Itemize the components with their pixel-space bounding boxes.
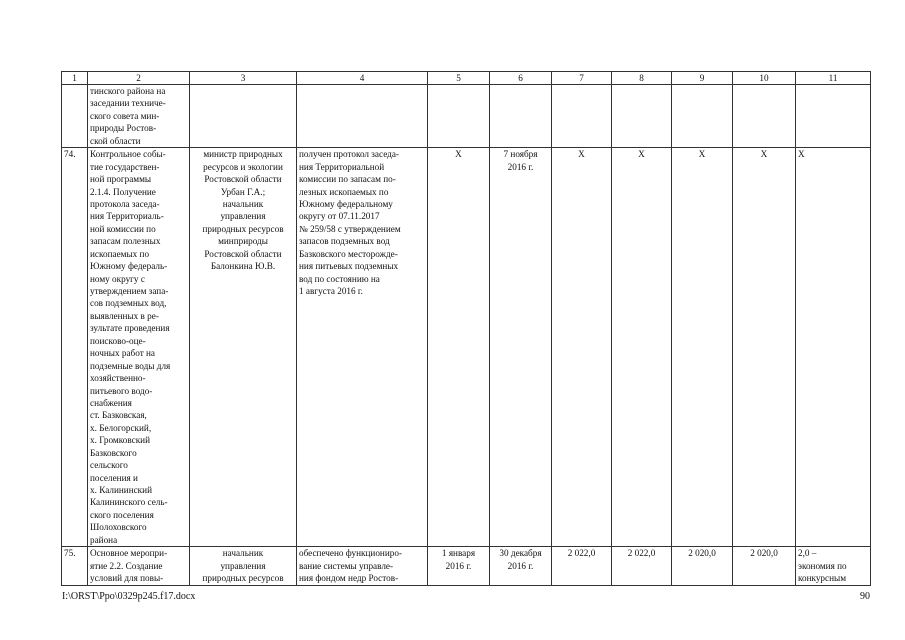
cell-line: Базковского месторожде- (299, 248, 398, 259)
cell-line: Х (578, 149, 585, 160)
table-row (62, 148, 871, 547)
cell-line: управления (220, 211, 266, 222)
cell-line: протокола заседа- (90, 198, 160, 209)
cell-line: Х (638, 149, 645, 160)
cell-line: Контрольное собы- (90, 149, 166, 160)
cell-line: х. Громковский (90, 435, 150, 446)
cell-line: природы Ростов- (90, 123, 157, 134)
table-cell-col6 (490, 85, 552, 148)
cell-line: зультате проведения (90, 323, 170, 334)
cell-line: района (90, 534, 118, 545)
header-cell: 6 (490, 72, 552, 85)
cell-line: управления (220, 560, 266, 571)
table-cell-col11 (796, 148, 871, 547)
cell-line: заседании техниче- (90, 98, 166, 109)
cell-line: хозяйственно- (90, 373, 146, 384)
header-cell: 11 (796, 72, 871, 85)
table-cell-col8 (612, 547, 672, 585)
table-cell-col10 (733, 547, 796, 585)
cell-line: минприроды (218, 236, 268, 247)
cell-line: ятие 2.2. Создание (90, 560, 163, 571)
cell-line: ния Территориаль- (90, 211, 164, 222)
table-row (62, 85, 871, 148)
header-cell: 3 (190, 72, 297, 85)
cell-line: 2016 г. (445, 560, 472, 571)
table-cell-col5 (428, 148, 490, 547)
table-cell-col3 (190, 85, 297, 148)
table-body (62, 85, 871, 586)
cell-line: Ростовской области (204, 174, 282, 185)
table-cell-col8 (612, 85, 672, 148)
cell-line: ния питьевых подземных (299, 261, 399, 272)
cell-line: министр природных (203, 149, 283, 160)
cell-line: комиссии по запасам по- (299, 174, 396, 185)
cell-line: снабжения (90, 397, 132, 408)
header-cell: 9 (672, 72, 733, 85)
table-cell-col9 (672, 148, 733, 547)
cell-line: 2016 г. (507, 161, 534, 172)
footer-file-path: I:\ORST\Ppo\0329p245.f17.docx (62, 591, 196, 602)
cell-line: 2 020,0 (688, 548, 716, 559)
cell-line: 2 020,0 (750, 548, 778, 559)
table-cell-col3 (190, 148, 297, 547)
table-cell-num (62, 85, 88, 148)
cell-line: Базковского (90, 447, 137, 458)
cell-line: утверждением запа- (90, 286, 169, 296)
cell-line: 2016 г. (507, 560, 534, 571)
header-cell: 4 (297, 72, 428, 85)
table-cell-col5 (428, 547, 490, 585)
table-cell-col5 (428, 85, 490, 148)
cell-line: 7 ноября (503, 149, 538, 160)
cell-line: Основное меропри- (90, 548, 168, 559)
cell-line: поисково-оце- (90, 335, 146, 346)
header-cell: 1 (62, 72, 88, 85)
cell-line: ному округу с (90, 273, 145, 284)
cell-line: Х (760, 149, 768, 160)
cell-line: начальник (222, 198, 264, 209)
cell-line: ского поселения (90, 509, 154, 520)
cell-line: 1 августа 2016 г. (299, 286, 363, 296)
table-cell-col10 (733, 85, 796, 148)
table-cell-col11 (796, 547, 871, 585)
cell-line: сов подземных вод, (90, 298, 167, 309)
footer-page-number: 90 (860, 591, 870, 602)
table-cell-col9 (672, 85, 733, 148)
cell-line: х. Калининский (90, 485, 152, 495)
cell-line: тие государствен- (90, 161, 160, 172)
table-cell-col7 (552, 547, 612, 585)
table-cell-col10 (733, 148, 796, 547)
table-cell-col7 (552, 148, 612, 547)
cell-line: Южному федераль- (90, 261, 168, 272)
cell-line: тинского района на (90, 86, 166, 96)
cell-line: экономия по (798, 560, 847, 571)
cell-line: Урбан Г.А.; (220, 186, 266, 197)
table-cell-col2 (88, 148, 190, 547)
cell-line: Х (798, 149, 805, 160)
table-cell-col8 (612, 148, 672, 547)
cell-line: начальник (222, 548, 264, 559)
cell-line: 2 022,0 (627, 548, 656, 559)
cell-line: 1 января (441, 548, 476, 559)
cell-line: 2.1.4. Получение (90, 186, 156, 197)
cell-line: ресурсов и экологии (203, 161, 283, 172)
header-cell: 5 (428, 72, 490, 85)
table-cell-num (62, 547, 88, 585)
header-cell: 2 (88, 72, 190, 85)
row-number (64, 85, 85, 97)
header-cell: 10 (733, 72, 796, 85)
cell-line: округу от 07.11.2017 (299, 211, 380, 222)
cell-line: природных ресурсов (202, 573, 284, 584)
table-cell-col3 (190, 547, 297, 585)
table-cell-col11 (796, 85, 871, 148)
table-cell-col4 (297, 85, 428, 148)
cell-line: ной комиссии по (90, 223, 156, 234)
table-cell-col6 (490, 148, 552, 547)
cell-line: лезных ископаемых по (299, 186, 389, 197)
cell-line: подземные воды для (90, 360, 171, 371)
table-cell-col6 (490, 547, 552, 585)
plan-table (61, 71, 871, 586)
cell-line: условий для повы- (90, 573, 164, 584)
cell-line: ния Территориальной (299, 161, 385, 172)
cell-line: № 259/58 с утверждением (299, 223, 401, 234)
cell-line: ископаемых по (90, 248, 150, 259)
table-header-row (62, 72, 871, 85)
cell-line: вод по состоянию на (299, 273, 380, 284)
cell-line: обеспечено функциониро- (299, 548, 403, 559)
cell-line: Шолоховского (90, 522, 147, 533)
table-cell-num (62, 148, 88, 547)
cell-line: поселения и (90, 472, 138, 483)
cell-line: запасов подземных вод (299, 236, 390, 247)
cell-line: Балонкина Ю.В. (210, 261, 276, 272)
cell-line: ской области (90, 135, 141, 146)
cell-line: 2,0 – (798, 548, 817, 559)
cell-line: запасам полезных (90, 236, 161, 247)
cell-line: Южному федеральному (299, 198, 393, 209)
header-cell: 7 (552, 72, 612, 85)
cell-line: Калининского сель- (90, 497, 168, 508)
table-cell-col7 (552, 85, 612, 148)
cell-line: х. Белогорский, (90, 422, 152, 433)
table-cell-col9 (672, 547, 733, 585)
cell-line: Х (455, 149, 462, 160)
cell-line: ст. Базковская, (90, 410, 147, 421)
cell-line: ния фондом недр Ростов- (299, 573, 399, 584)
cell-line: Ростовской области (204, 248, 282, 259)
cell-line: конкурсным (798, 573, 847, 584)
table-cell-col4 (297, 148, 428, 547)
table-cell-col2 (88, 547, 190, 585)
row-number: 75. (64, 548, 76, 559)
cell-line: Х (698, 149, 706, 160)
cell-line: ной программы (90, 174, 152, 185)
cell-line: ночных работ на (90, 348, 155, 359)
cell-line: выявленных в ре- (90, 310, 159, 321)
table-cell-col2 (88, 85, 190, 148)
table-cell-col4 (297, 547, 428, 585)
table-row (62, 547, 871, 585)
cell-line: сельского (90, 460, 128, 471)
cell-line: вание системы управле- (299, 560, 394, 571)
cell-line: питьевого водо- (90, 385, 153, 396)
cell-line: получен протокол заседа- (299, 149, 399, 160)
row-number: 74. (64, 149, 76, 160)
cell-line: 2 022,0 (567, 548, 596, 559)
cell-line: ского совета мин- (90, 110, 160, 121)
cell-line: природных ресурсов (202, 223, 284, 234)
cell-line: 30 декабря (499, 548, 542, 559)
header-cell: 8 (612, 72, 672, 85)
